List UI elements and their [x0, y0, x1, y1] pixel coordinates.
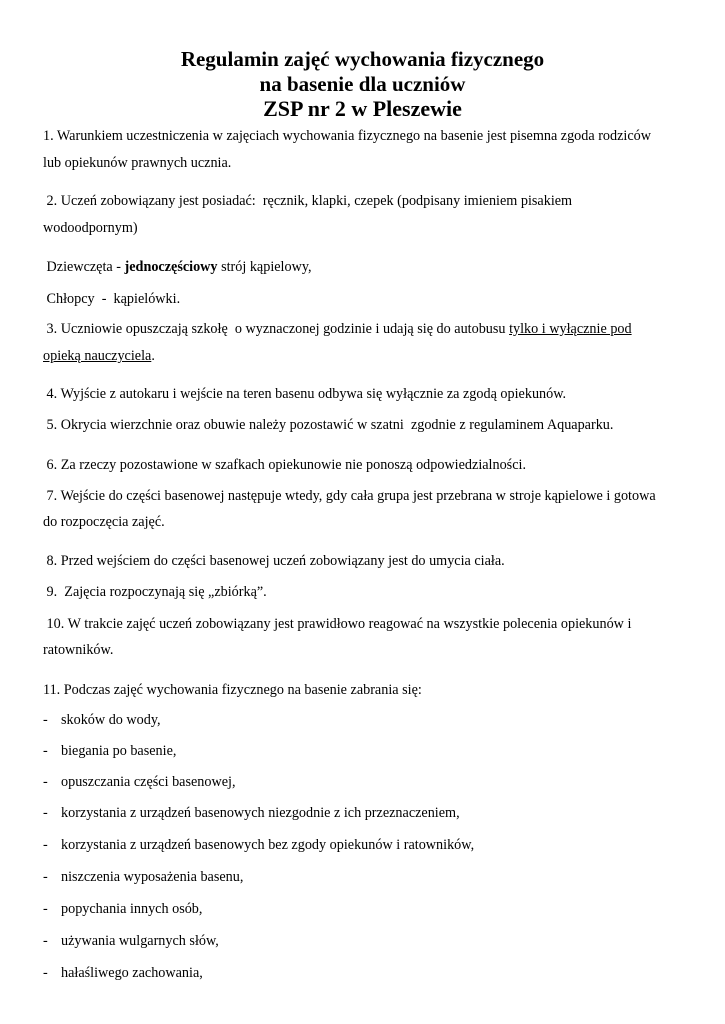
title-line-1: Regulamin zajęć wychowania fizycznego	[180, 47, 545, 71]
rule-3-line-1	[43, 320, 632, 338]
prohibited-text: popychania innych osób,	[61, 901, 203, 917]
prohibited-text: skoków do wody,	[61, 712, 161, 728]
prohibited-item	[43, 868, 243, 886]
rule-10-line-2: ratowników.	[43, 642, 114, 658]
rule-boys: Chłopcy - kąpielówki.	[43, 291, 181, 307]
rule-11-heading: 11. Podczas zajęć wychowania fizycznego na basenie zabrania się:	[43, 682, 422, 698]
prohibited-text: hałaśliwego zachowania,	[61, 965, 203, 981]
rule-6: 6. Za rzeczy pozostawione w szafkach opiekunowie nie ponoszą odpowiedzialności.	[43, 457, 526, 473]
rule-9: 9. Zajęcia rozpoczynają się „zbiórką”.	[43, 584, 267, 600]
prohibited-item	[43, 964, 203, 982]
rule-4: 4. Wyjście z autokaru i wejście na teren basenu odbywa się wyłącznie za zgodą opiekunów.	[43, 386, 567, 402]
prohibited-item	[43, 773, 236, 791]
girls-bold: jednoczęściowy	[124, 259, 218, 275]
list-dash: -	[43, 933, 48, 949]
prohibited-item	[43, 900, 202, 918]
prohibited-text: używania wulgarnych słów,	[61, 933, 219, 949]
rule-1-line-2: lub opiekunów prawnych ucznia.	[43, 155, 232, 171]
prohibited-text: opuszczania części basenowej,	[61, 774, 236, 790]
list-dash: -	[43, 712, 48, 728]
rule-3-line-2	[43, 347, 155, 365]
rule-girls	[43, 258, 312, 276]
list-dash: -	[43, 805, 48, 821]
prohibited-text: biegania po basenie,	[61, 743, 177, 759]
rule-3-underlined: tylko i wyłącznie pod	[509, 321, 632, 337]
list-dash: -	[43, 774, 48, 790]
title-line-2: na basenie dla uczniów	[259, 72, 466, 96]
rule-7-line-1: 7. Wejście do części basenowej następuje wtedy, gdy cała grupa jest przebrana w stroje kąpielowe i gotowa	[43, 488, 656, 504]
prohibited-item	[43, 742, 176, 760]
rule-8: 8. Przed wejściem do części basenowej uczeń zobowiązany jest do umycia ciała.	[43, 553, 505, 569]
list-dash: -	[43, 743, 48, 759]
prohibited-item	[43, 804, 460, 822]
list-dash: -	[43, 965, 48, 981]
list-dash: -	[43, 869, 48, 885]
rule-3-end: .	[151, 348, 155, 364]
rule-5: 5. Okrycia wierzchnie oraz obuwie należy pozostawić w szatni zgodnie z regulaminem Aquaparku.	[43, 417, 614, 433]
rule-1-line-1: 1. Warunkiem uczestniczenia w zajęciach wychowania fizycznego na basenie jest pisemna zgoda rodziców	[43, 128, 651, 144]
rule-10-line-1: 10. W trakcie zajęć uczeń zobowiązany jest prawidłowo reagować na wszystkie polecenia opiekunów i	[43, 616, 632, 632]
prohibited-item	[43, 711, 161, 729]
prohibited-text: korzystania z urządzeń basenowych bez zgody opiekunów i ratowników,	[61, 837, 475, 853]
rule-2-line-2: wodoodpornym)	[43, 220, 138, 236]
list-dash: -	[43, 901, 48, 917]
girls-prefix: Dziewczęta -	[43, 259, 125, 275]
prohibited-text: niszczenia wyposażenia basenu,	[61, 869, 244, 885]
list-dash: -	[43, 837, 48, 853]
girls-suffix: strój kąpielowy,	[217, 259, 312, 275]
prohibited-item	[43, 836, 474, 854]
rule-3-underlined-2: opieką nauczyciela	[43, 348, 152, 364]
title-line-3: ZSP nr 2 w Pleszewie	[263, 96, 462, 121]
rule-2-line-1: 2. Uczeń zobowiązany jest posiadać: ręcznik, klapki, czepek (podpisany imieniem pisakiem	[43, 193, 573, 209]
rule-7-line-2: do rozpoczęcia zajęć.	[43, 514, 165, 530]
prohibited-item	[43, 932, 219, 950]
prohibited-text: korzystania z urządzeń basenowych niezgodnie z ich przeznaczeniem,	[61, 805, 460, 821]
rule-3-text: 3. Uczniowie opuszczają szkołę o wyznaczonej godzinie i udają się do autobusu	[43, 321, 510, 337]
